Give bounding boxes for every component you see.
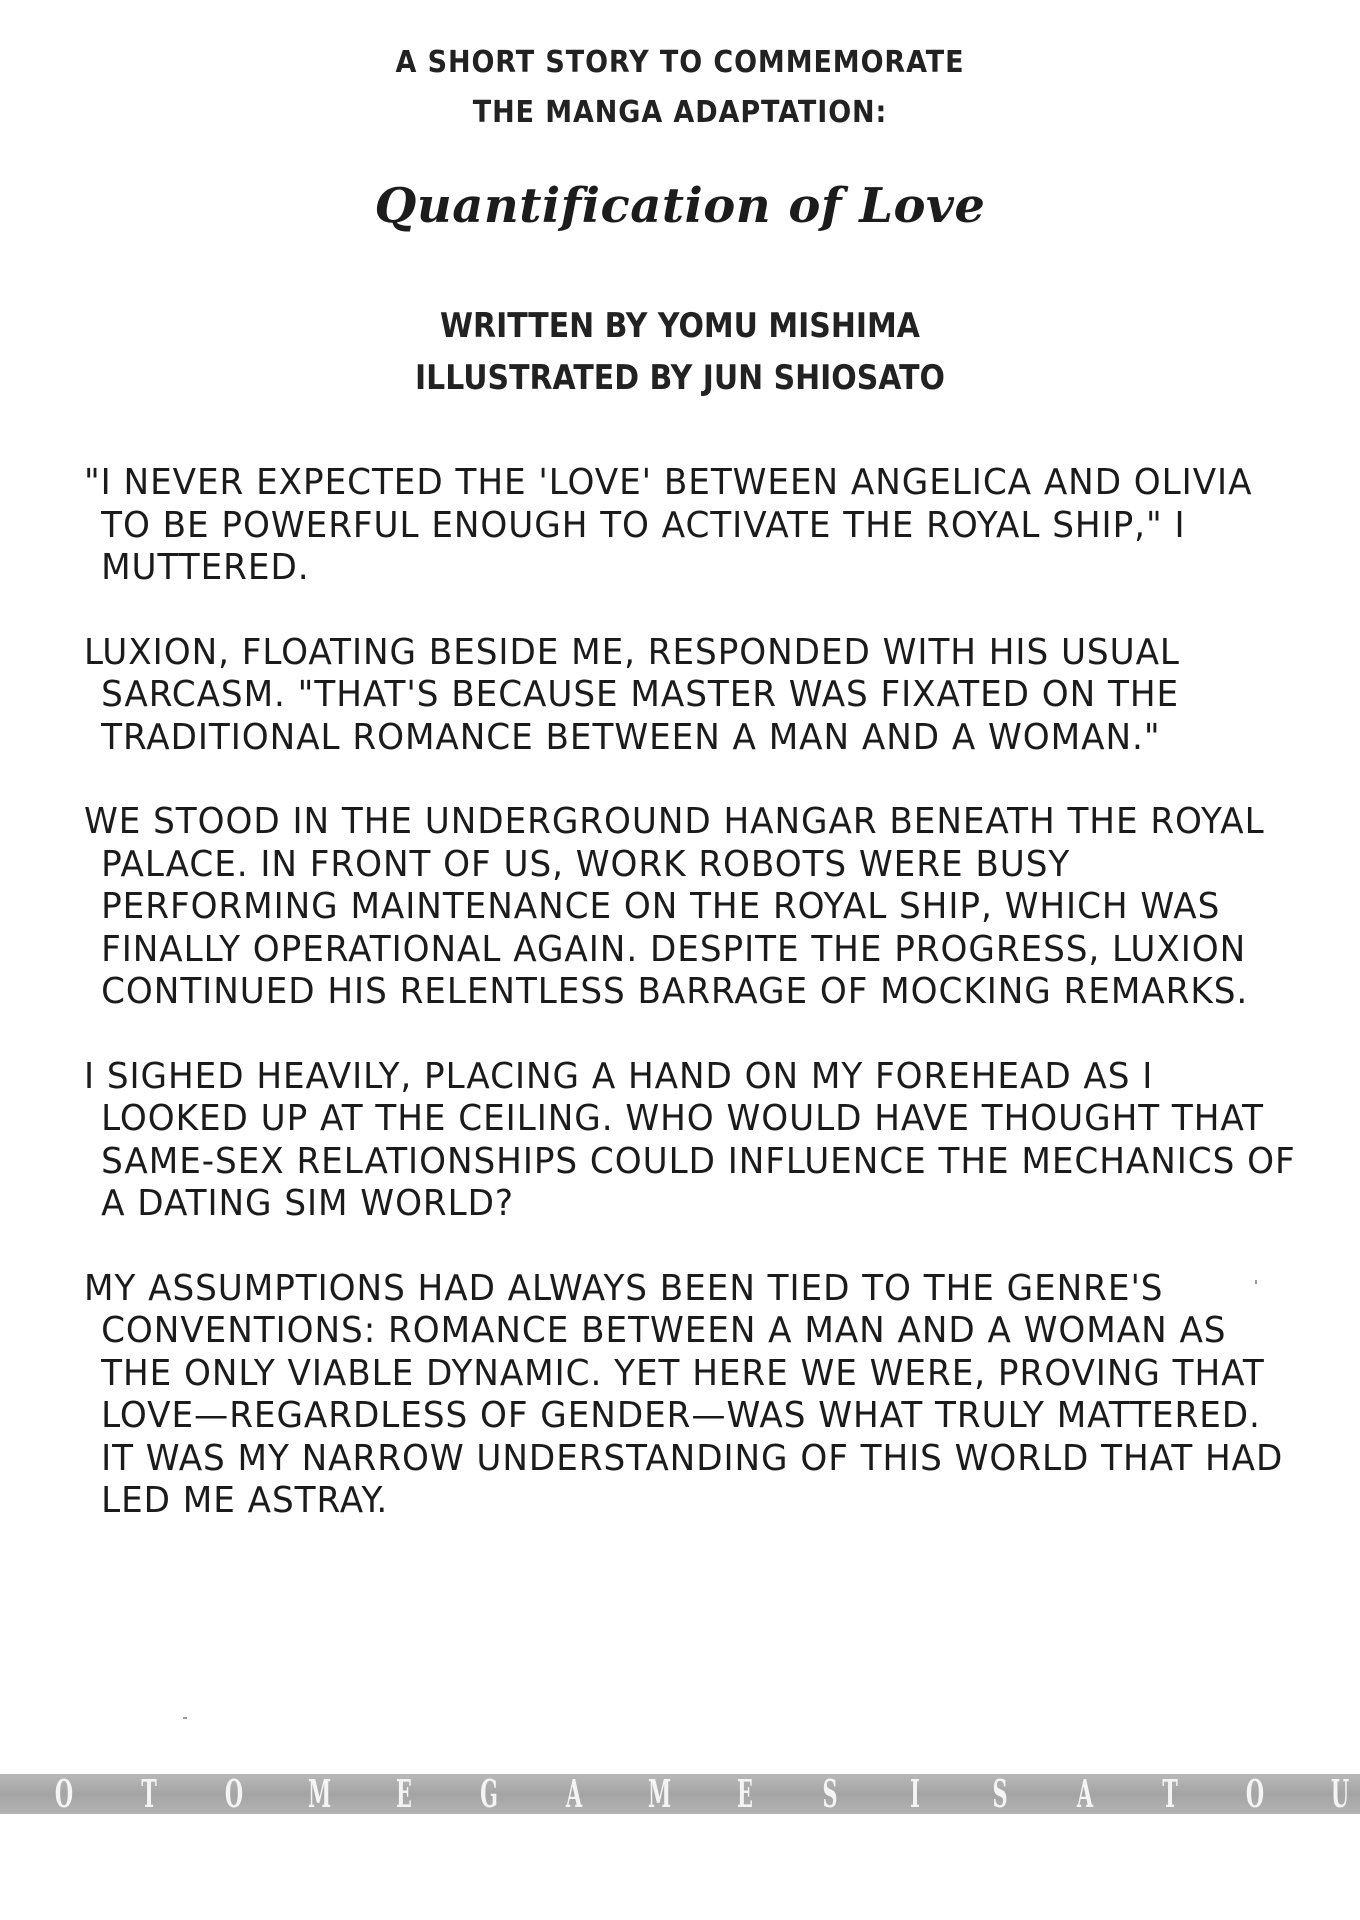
banner-letter: T <box>1162 1774 1178 1814</box>
illustrated-by: ILLUSTRATED BY JUN SHIOSATO <box>415 358 945 398</box>
paragraph-4: I SIGHED HEAVILY, PLACING A HAND ON MY FOREHEAD AS I LOOKED UP AT THE CEILING. WHO WOULD HAVE THOUGHT THAT SAME-SEX RELATIONSHIPS COULD INFLUENCE THE MECHANICS OF A DATING SIM WORLD? <box>84 1055 1296 1224</box>
paragraph-1: "I NEVER EXPECTED THE 'LOVE' BETWEEN ANGELICA AND OLIVIA TO BE POWERFUL ENOUGH TO ACTIVATE THE ROYAL SHIP," I MUTTERED. <box>84 462 1253 588</box>
banner-letter: O <box>225 1774 244 1814</box>
banner-letter: O <box>54 1774 74 1814</box>
credits <box>0 300 1360 404</box>
banner-letter: U <box>1330 1774 1350 1814</box>
paragraph-2: LUXION, FLOATING BESIDE ME, RESPONDED WITH HIS USUAL SARCASM. "THAT'S BECAUSE MASTER WAS FIXATED ON THE TRADITIONAL ROMANCE BETWEEN A MAN AND A WOMAN." <box>84 631 1180 758</box>
banner-letter: E <box>396 1774 413 1814</box>
banner-letter: A <box>1076 1774 1093 1814</box>
banner-letter: I <box>909 1774 920 1814</box>
banner-letter: E <box>736 1774 753 1814</box>
story-body <box>84 462 1296 1565</box>
story-title: Quantification of Love <box>374 178 986 234</box>
paragraph-5: MY ASSUMPTIONS HAD ALWAYS BEEN TIED TO THE GENRE'S CONVENTIONS: ROMANCE BETWEEN A MAN AND A WOMAN AS THE ONLY VIABLE DYNAMIC. YET HERE WE WERE, PROVING THAT LOVE—REGARDLESS OF GENDER—WAS WHAT TRULY MATTERED. IT WAS MY NARROW UNDERSTANDING OF THIS WORLD THAT HAD LED ME ASTRAY. <box>84 1267 1284 1521</box>
banner-letter: S <box>822 1774 838 1814</box>
banner-letter: M <box>648 1774 672 1814</box>
paragraph-3: WE STOOD IN THE UNDERGROUND HANGAR BENEATH THE ROYAL PALACE. IN FRONT OF US, WORK ROBOTS WERE BUSY PERFORMING MAINTENANCE ON THE ROYAL SHIP, WHICH WAS FINALLY OPERATIONAL AGAIN. DESPITE THE PROGRESS, LUXION CONTINUED HIS RELENTLESS BARRAGE OF MOCKING REMARKS. <box>84 801 1265 1012</box>
written-by: WRITTEN BY YOMU MISHIMA <box>440 306 920 346</box>
banner-letter: S <box>992 1774 1008 1814</box>
banner-letter: M <box>308 1774 332 1814</box>
banner-letter: G <box>480 1774 499 1814</box>
banner-letter: A <box>566 1774 583 1814</box>
title-banner <box>0 1774 1360 1814</box>
subtitle-line-2: THE MANGA ADAPTATION: <box>472 95 888 130</box>
banner-letter: T <box>141 1774 157 1814</box>
scan-speck <box>1255 1280 1257 1284</box>
scan-speck <box>183 1717 187 1719</box>
header <box>0 38 1360 138</box>
banner-letter: O <box>1245 1774 1264 1814</box>
subtitle-line-1: A SHORT STORY TO COMMEMORATE <box>395 45 965 80</box>
